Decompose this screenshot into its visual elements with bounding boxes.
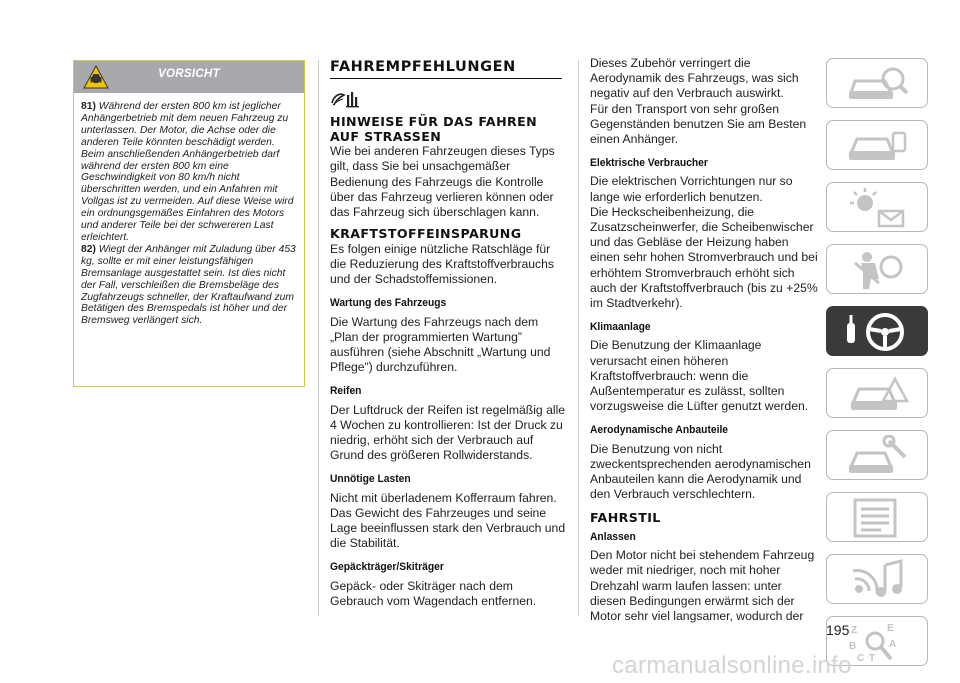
index-letter: A <box>889 639 897 650</box>
heading-reifen: Reifen <box>330 385 362 398</box>
middle-column <box>330 60 566 609</box>
heading-lasten: Unnötige Lasten <box>330 473 411 486</box>
paragraph: Es folgen einige nützliche Ratschläge für die Reduzierung des Kraftstoffverbrauchs und der Schadstoffemissionen. <box>330 241 555 287</box>
paragraph: Für den Transport von sehr großen Gegenständen benutzen Sie am Besten einen Anhänger. <box>590 101 807 147</box>
tab-technical-data[interactable] <box>826 492 928 542</box>
paragraph: Die elektrischen Vorrichtungen nur so lange wie erforderlich benutzen. <box>590 174 793 204</box>
starting-driving-icon <box>845 311 909 353</box>
tab-emergency[interactable] <box>826 368 928 418</box>
index-letter: Z <box>851 625 858 636</box>
heading-hinweise: HINWEISE FÜR DAS FAHREN AUF STRASSEN <box>330 114 538 144</box>
paragraph: Gepäck- oder Skiträger nach dem Gebrauch vom Wagendach entfernen. <box>330 578 537 608</box>
tab-maintenance[interactable] <box>826 430 928 480</box>
heading-klima: Klimaanlage <box>590 321 651 334</box>
car-dashboard-icon <box>845 63 909 105</box>
caution-body <box>74 93 304 327</box>
caution-header <box>74 61 304 93</box>
safety-airbag-icon <box>845 249 909 291</box>
heading-fahrstil: FAHRSTIL <box>590 510 661 526</box>
warning-lights-icon <box>845 187 909 229</box>
caution-item-82: 82) Wiegt der Anhänger mit Zuladung über 453 kg, sollte er mit einer leistungsfähigen Bremsanlage ausgestattet sein. Ist dies nicht der Fall, verschleißen die Bremsbeläge des Zugfahrzeugs schneller, der Kraftaufwand zum Betätigen des Bremspedals ist höher und der Bremsweg verlängert sich. <box>81 243 296 327</box>
page-number: 195 <box>826 622 850 638</box>
tab-safety[interactable] <box>826 244 928 294</box>
paragraph: Die Benutzung der Klimaanlage verursacht einen höheren Kraftstoffverbrauch: wenn die Außentemperatur es zulässt, sollten vorzugsweise die Lüfter genutzt werden. <box>590 338 809 414</box>
paragraph: Die Wartung des Fahrzeugs nach dem „Plan der programmierten Wartung” ausführen (siehe Abschnitt „Wartung und Pflege”) durchzuführen. <box>330 314 551 375</box>
eco-fuel-icon <box>330 89 362 109</box>
paragraph: Die Heckscheibenheizung, die Zusatzscheinwerfer, die Scheibenwischer und das Gebläse der Heizung haben einen sehr hohen Stromverbrauch und bei erhöhtem Stromverbrauch erhöht sich auch der Kraftstoffverbrauch (bis zu +25% im Stadtverkehr). <box>590 204 818 311</box>
multimedia-icon <box>845 559 909 601</box>
tab-multimedia[interactable] <box>826 554 928 604</box>
section-title: FAHREMPFEHLUNGEN <box>330 60 562 79</box>
heading-aero: Aerodynamische Anbauteile <box>590 424 729 437</box>
technical-data-icon <box>845 497 909 539</box>
index-letter: B <box>849 641 857 652</box>
caution-item-81: 81) Während der ersten 800 km ist jeglicher Anhängerbetrieb mit dem neuen Fahrzeug zu unterlassen. Der Motor, die Achse oder die anderen Teile könnten beschädigt werden. Beim anschließenden Anhängerbetrieb darf während der ersten 800 km eine Geschwindigkeit von 80 km/h nicht überschritten werden, und ein Anfahren mit Vollgas ist zu vermeiden. Auf diese Weise wird ein ordnungsgemäßes Einfahren des Motors und anderer Teile bei der schwereren Last erleichtert. <box>81 101 294 243</box>
heading-anlassen: Anlassen <box>590 530 636 543</box>
paragraph: Die Benutzung von nicht zweckentsprechenden aerodynamischen Anbauteilen kann die Aerodynamik und den Verbrauch verschlechtern. <box>590 441 811 502</box>
index-letter: T <box>869 653 876 663</box>
index-letter: E <box>887 623 894 634</box>
watermark: carmanualsonline.info <box>612 652 852 679</box>
tab-car-info[interactable] <box>826 120 928 170</box>
tab-warning-lights[interactable] <box>826 182 928 232</box>
tab-car-dashboard[interactable] <box>826 58 928 108</box>
column-divider <box>318 60 319 616</box>
heading-kraftstoff: KRAFTSTOFFEINSPARUNG <box>330 226 522 242</box>
paragraph: Der Luftdruck der Reifen ist regelmäßig alle 4 Wochen zu kontrollieren: Ist der Druck zu niedrig, erhöht sich der Verbrauch auf Grund des größeren Rollwiderstands. <box>330 402 566 463</box>
chapter-tabs <box>826 58 930 678</box>
heading-wartung: Wartung des Fahrzeugs <box>330 297 447 310</box>
paragraph: Dieses Zubehör verringert die Aerodynamik des Fahrzeugs, was sich negativ auf den Verbrauch auswirkt. <box>590 56 799 101</box>
tab-starting-driving[interactable] <box>826 306 928 356</box>
emergency-icon <box>845 373 909 415</box>
index-letter: C <box>857 653 865 663</box>
heading-gepaeck: Gepäckträger/Skiträger <box>330 561 444 574</box>
index-icon <box>845 621 909 663</box>
heading-elektrisch: Elektrische Verbraucher <box>590 157 708 170</box>
paragraph: Nicht mit überladenem Kofferraum fahren. Das Gewicht des Fahrzeuges und seine Lage beeinflussen stark den Verbrauch und die Stabilität. <box>330 490 566 551</box>
maintenance-icon <box>845 435 909 477</box>
caution-box <box>73 60 305 387</box>
caution-title: VORSICHT <box>158 68 220 80</box>
paragraph: Den Motor nicht bei stehendem Fahrzeug weder mit niedriger, noch mit hoher Drehzahl warm laufen lassen: unter diesen Bedingungen erwärmt sich der Motor sehr viel langsamer, wodurch der <box>590 548 815 623</box>
paragraph: Wie bei anderen Fahrzeugen dieses Typs gilt, dass Sie bei unsachgemäßer Bedienung des Fahrzeugs die Kontrolle über das Fahrzeug verlieren können oder das Fahrzeug sich überschlagen kann. <box>330 144 555 220</box>
column-divider <box>578 60 579 616</box>
car-info-icon <box>845 125 909 167</box>
right-column <box>590 56 820 624</box>
